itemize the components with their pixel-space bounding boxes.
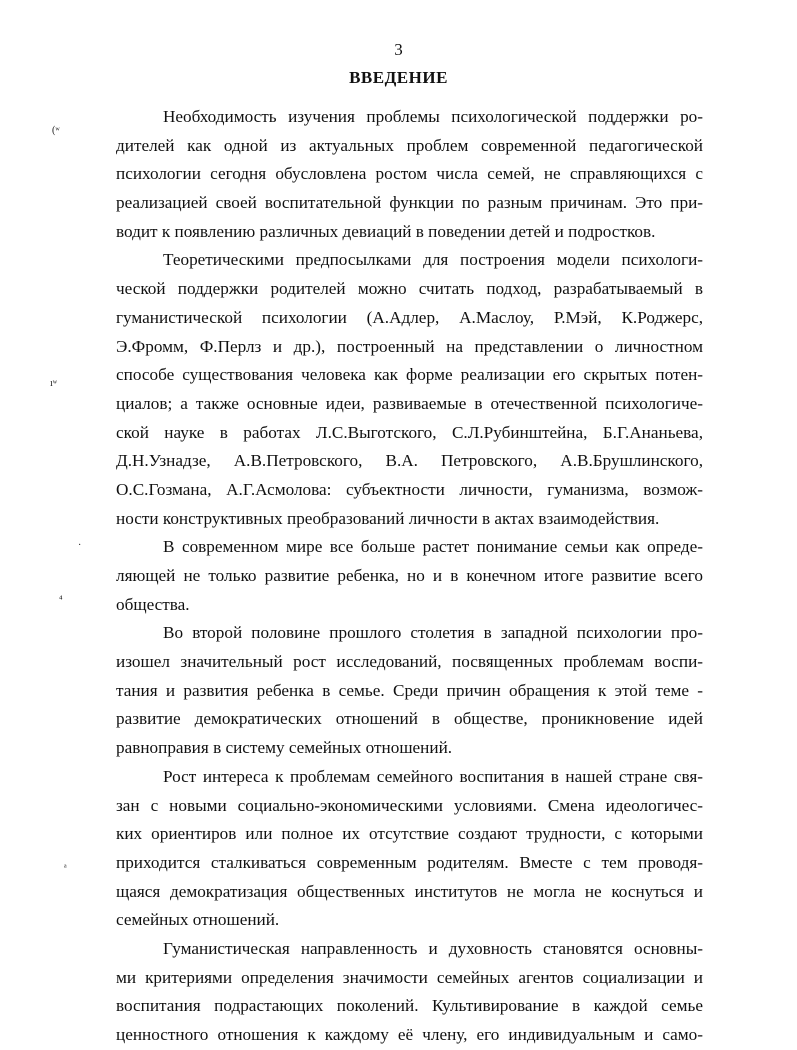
text-line: ляющей не только развитие ребенка, но и в конечном итоге развитие всего [116, 566, 703, 585]
margin-mark: ıʷ [50, 378, 58, 389]
text-line: циалов; а также основные идеи, развиваемые в отечественной психологиче- [116, 393, 703, 413]
text-line: реализацией своей воспитательной функции по разным причинам. Это при- [116, 193, 703, 213]
text-line: психологии сегодня обусловлена ростом числа семей, не справляющихся с [116, 164, 703, 184]
text-line: Во второй половине прошлого столетия в западной психологии про- [163, 623, 703, 643]
text-line: Гуманистическая направленность и духовность становятся основны- [163, 938, 703, 958]
text-line: О.С.Гозмана, А.Г.Асмолова: субъектности личности, гуманизма, возмож- [116, 479, 703, 499]
text-line: приходится сталкиваться современным родителям. Вместе с тем проводя- [116, 852, 703, 872]
text-line: дителей как одной из актуальных проблем современной педагогической [116, 135, 703, 155]
text-line: ми критериями определения значимости семейных агентов социализации и [116, 967, 703, 987]
margin-mark: · [78, 540, 82, 551]
text-line: воспитания подрастающих поколений. Культивирование в каждой семье [116, 996, 703, 1016]
text-line: ценностного отношения к каждому её члену, его индивидуальным и само- [116, 1025, 703, 1044]
text-line: ности конструктивных преобразований личности в актах взаимодействия. [116, 508, 660, 528]
text-line: В современном мире все больше растет понимание семьи как опреде- [163, 537, 703, 557]
text-line: общества. [116, 594, 190, 614]
text-line: водит к появлению различных девиаций в поведении детей и подростков. [116, 221, 656, 241]
text-line: ких ориентиров или полное их отсутствие создают трудности, с которыми [116, 824, 703, 844]
text-line: Необходимость изучения проблемы психологической поддержки ро- [163, 107, 703, 126]
text-line: семейных отношений. [116, 910, 280, 930]
text-line: щаяся демократизация общественных институтов не могла не коснуться и [116, 881, 703, 901]
text-line: равноправия в систему семейных отношений. [116, 738, 453, 758]
text-line: Э.Фромм, Ф.Перлз и др.), построенный на представлении о личностном [116, 336, 703, 356]
text-line: Д.Н.Узнадзе, А.В.Петровского, В.А. Петровского, А.В.Брушлинского, [116, 451, 703, 471]
text-line: Теоретическими предпосылками для построения модели психологи- [163, 250, 703, 270]
text-line: ческой поддержки родителей можно считать подход, разрабатываемый в [116, 279, 703, 299]
section-heading: ВВЕДЕНИЕ [349, 68, 448, 87]
margin-mark: ⁴ [59, 594, 63, 605]
page-number: 3 [394, 40, 403, 59]
text-line: развитие демократических отношений в обществе, проникновение идей [116, 709, 703, 729]
text-line: тания и развития ребенка в семье. Среди причин обращения к этой теме - [116, 680, 703, 700]
text-line: Рост интереса к проблемам семейного воспитания в нашей стране свя- [163, 766, 703, 786]
text-line: зан с новыми социально-экономическими условиями. Смена идеологичес- [116, 795, 703, 815]
text-line: изошел значительный рост исследований, посвященных проблемам воспи- [116, 652, 703, 672]
text-line: гуманистической психологии (А.Адлер, А.Маслоу, Р.Мэй, К.Роджерс, [116, 307, 703, 327]
text-line: способе существования человека как форме реализации его скрытых потен- [116, 365, 703, 385]
margin-mark: ᵃ [64, 862, 67, 873]
body-text [116, 103, 703, 1050]
text-line: ской науке в работах Л.С.Выготского, С.Л.Рубинштейна, Б.Г.Ананьева, [116, 422, 703, 442]
margin-mark: (ʷ [52, 125, 60, 136]
